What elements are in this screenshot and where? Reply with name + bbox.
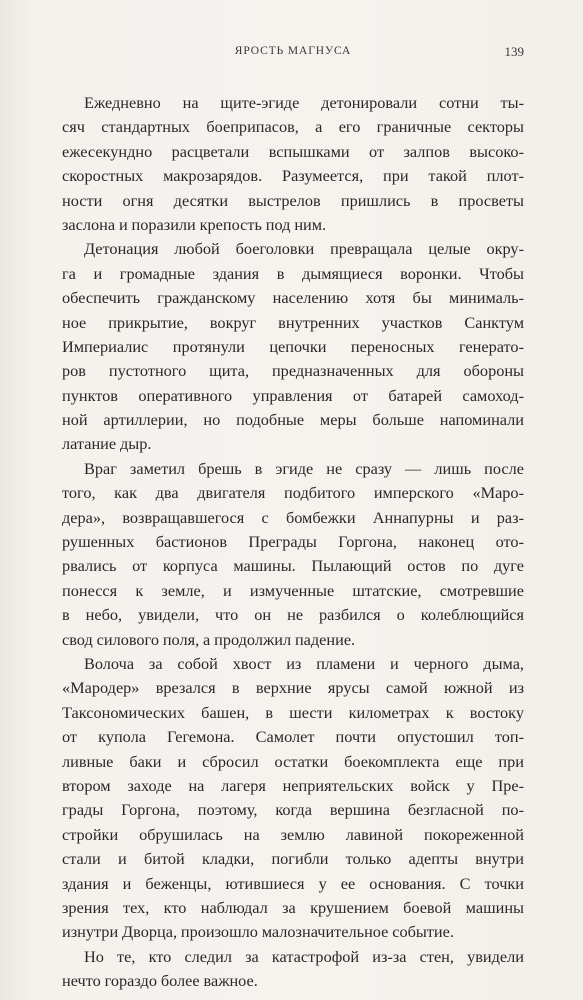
text-line: ной артиллерии, но подобные меры больше напоминали — [62, 410, 524, 430]
text-line: в небо, увидели, что он не разбился о колеблющийся — [62, 605, 524, 625]
running-title: ЯРОСТЬ МАГНУСА — [234, 45, 352, 57]
text-line: обеспечить гражданскому населению хотя бы минималь- — [62, 288, 524, 308]
text-line: Волоча за собой хвост из пламени и черного дыма, — [84, 653, 524, 673]
text-line: грады Горгона, поэтому, когда вершина безгласной по- — [62, 800, 524, 820]
text-line: понесся к земле, и измученные штатские, смотревшие — [62, 580, 524, 600]
page-number: 139 — [504, 44, 524, 59]
text-line: здания и беженцы, ютившиеся у ее основания. С точки — [62, 873, 524, 893]
text-line: стали и битой кладки, погибли только адепты внутри — [62, 849, 524, 869]
text-line: «Мародер» врезался в верхние ярусы самой южной из — [62, 678, 524, 698]
text-line: от купола Гегемона. Самолет почти опустошил топ- — [62, 727, 524, 747]
text-line: ежесекундно расцветали вспышками от залпов высоко- — [62, 141, 524, 161]
paragraph — [62, 237, 524, 457]
text-line: нечто гораздо более важное. — [62, 971, 258, 991]
text-line: Враг заметил брешь в эгиде не сразу — лишь после — [84, 458, 524, 478]
text-line: Но те, кто следил за катастрофой из-за стен, увидели — [84, 946, 524, 966]
text-line: изнутри Дворца, произошло малозначительное событие. — [62, 922, 454, 942]
text-line: Таксономических башен, в шести километрах к востоку — [62, 702, 524, 722]
text-line: Детонация любой боеголовки превращала целые окру- — [84, 239, 524, 259]
body-text — [62, 91, 524, 993]
text-line: ливные баки и сбросил остатки боекомплекта еще при — [62, 751, 524, 771]
text-line: стройки обрушилась на землю лавиной покореженной — [62, 824, 524, 844]
text-line: га и громадные здания в дымящиеся воронки. Чтобы — [62, 263, 524, 283]
text-line: свод силового поля, а продолжил падение. — [62, 629, 356, 649]
text-line: сяч стандартных боеприпасов, а его граничные секторы — [62, 117, 524, 137]
text-line: латание дыр. — [62, 434, 152, 454]
text-line: рушенных бастионов Преграды Горгона, наконец ото- — [62, 532, 524, 552]
paragraph — [62, 945, 524, 994]
text-line: дера», возвращавшегося с бомбежки Аннапурны и раз- — [62, 507, 524, 527]
paragraph — [62, 91, 524, 237]
text-line: втором заходе на лагеря неприятельских войск у Пре- — [62, 775, 524, 795]
text-line: заслона и поразили крепость под ним. — [62, 214, 327, 234]
text-line: Империалис протянули цепочки переносных генерато- — [62, 336, 524, 356]
paragraph — [62, 652, 524, 945]
text-line: скоростных макрозарядов. Разумеется, при такой плот- — [62, 166, 524, 186]
running-head — [62, 45, 524, 63]
text-line: пунктов оперативного управления от батарей самоход- — [62, 385, 524, 405]
text-line: рвались от корпуса машины. Пылающий остов по дуге — [62, 556, 524, 576]
text-line: ное прикрытие, вокруг внутренних участков Санктум — [62, 312, 524, 332]
text-line: Ежедневно на щите-эгиде детонировали сотни ты- — [84, 93, 524, 112]
paragraph — [62, 457, 524, 652]
text-line: ности огня десятки выстрелов пришлись в просветы — [62, 190, 524, 210]
text-line: зрения тех, кто наблюдал за крушением боевой машины — [62, 897, 524, 917]
text-line: ров пустотного щита, предназначенных для обороны — [62, 361, 524, 381]
text-line: того, как два двигателя подбитого имперского «Маро- — [62, 483, 524, 503]
